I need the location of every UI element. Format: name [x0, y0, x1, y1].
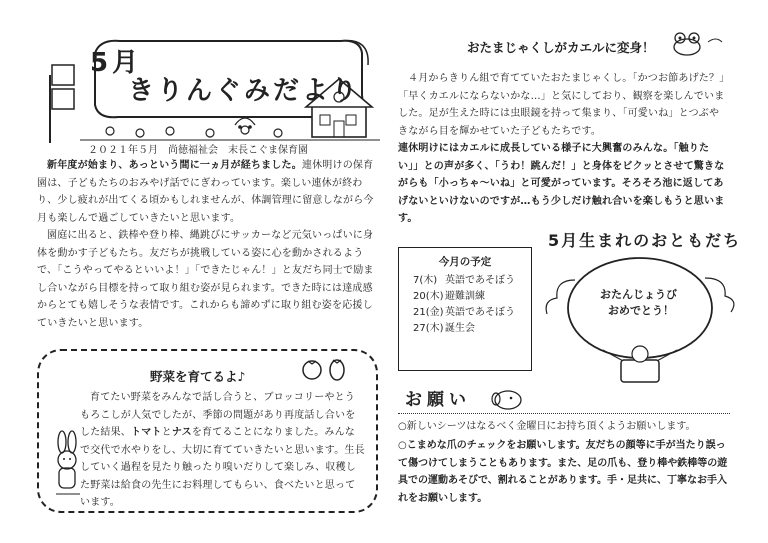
- intro-section: [37, 157, 375, 332]
- balloon-text-2: おめでとう！: [608, 304, 674, 317]
- balloon-text-1: おたんじょうび: [600, 288, 677, 301]
- schedule-event: 誕生会: [445, 323, 475, 334]
- tomato-eggplant-icon: [300, 355, 350, 381]
- schedule-row: [399, 305, 531, 321]
- tomato-label: トマト: [131, 427, 162, 438]
- intro-p1: 連休明けの保育園は、子どもたちのおみやげ話でにぎわっています。楽しい連休が終わり、少し疲れが出てくる頃かもしれませんが、体調管理に留意しながら今月も楽しんで過ごしていきたいと思います。: [37, 160, 374, 224]
- schedule-date: 20(木): [413, 291, 444, 302]
- schedule-title: 今月の予定: [438, 256, 492, 268]
- schedule-box: [398, 247, 532, 371]
- birthday-heading: 5月生まれのおともだち: [548, 231, 742, 250]
- schedule-date: 21(金): [413, 307, 444, 318]
- vegetable-text-a: 育てたい野菜をみんなで話し合うと、ブロッコリーやとうもろこしが人気でしたが、季節の問題があり再度話し合いをした結果、: [80, 392, 356, 438]
- signpost-icon: [50, 65, 74, 143]
- banner-title: きりんぐみだより: [128, 76, 361, 106]
- rabbit-icon: [50, 430, 84, 500]
- schedule-event: 英語であそぼう: [445, 307, 515, 318]
- tadpole-text: [398, 70, 728, 228]
- vegetable-text: [80, 389, 365, 512]
- schedule-date: 7(木): [413, 275, 438, 286]
- dog-icon: [486, 387, 526, 413]
- flower-row-icon: [106, 118, 282, 137]
- banner-month: 5月: [90, 48, 143, 78]
- nasu-label: ナス: [171, 427, 192, 438]
- intro-p2: 園庭に出ると、鉄棒や登り棒、縄跳びにサッカーなど元気いっぱいに身体を動かす子どもたち。友だちが挑戦している姿に心を動かされるようで、「こうやってやるといいよ！」「できたじゃん！」と友だち同士で励まし合いながら目標を持って取り組む姿が見られます。できた時には達成感からとても嬉しそうな表情です。これからも諦めずに取り組む姿を応援していきたいと思います。: [37, 230, 374, 329]
- intro-lead: 新年度が始まり、あっという間に一ヵ月が経ちました。: [47, 160, 302, 171]
- schedule-row: [399, 273, 531, 289]
- tadpole-p1: ４月からきりん組で育てていたおたまじゃくし。「かつお節あげた？」「早くカエルにならないかな…」と気にしており、観察を楽しんでいました。足が生えた時には虫眼鏡を持って集まり、「可愛いね」とつぶやきながら目を輝かせていた子どもたちです。: [398, 73, 725, 137]
- vegetable-heading: 野菜を育てるよ♪: [150, 369, 246, 384]
- tadpole-p2: 連休明けにはカエルに成長している様子に大興奮のみんな。「触りたい」」との声が多く、「うわ！跳んだ！」と身体をビクッとさせて驚きながらも「小っちゃ～いね」と可愛がっています。そろそろ池に返してあげないといけないのですが…もう少しだけ触れ合いを楽しもうと思います。: [398, 143, 725, 224]
- vegetable-text-b: を育てることになりました。みんなで交代で水やりをし、大切に育てていきたいと思います。生長していく過程を見たり触ったり嗅いだりして楽しみ、収穫した野菜は給食の先生にお料理してもらい、食べたいと思っています。: [80, 427, 365, 508]
- schedule-date: 27(木): [413, 323, 444, 334]
- to-label: と: [161, 427, 172, 438]
- schedule-row: [399, 321, 531, 337]
- tadpole-heading: おたまじゃくしがカエルに変身！: [467, 40, 655, 55]
- request-item-2: ○こまめな爪のチェックをお願いします。友だちの顔等に手が当たり誤って傷つけてしまうこともあります。また、足の爪も、登り棒や鉄棒等の遊具での運動あそびで、割れることがあります。手・足共に、丁寧なお手入れをお願いします。: [398, 440, 728, 504]
- request-item-1: ○新しいシーツはなるべく金曜日にお持ち頂くようお願いします。: [398, 421, 696, 432]
- request-rule: [398, 413, 730, 414]
- schedule-event: 英語であそぼう: [445, 275, 515, 286]
- issue-line: ２０２１年５月 尚徳福祉会 末長こぐま保育園: [88, 145, 308, 156]
- request-heading: お願い: [405, 390, 471, 410]
- schedule-row: [399, 289, 531, 305]
- schedule-event: 避難訓練: [445, 291, 485, 302]
- frog-icon: [668, 30, 728, 58]
